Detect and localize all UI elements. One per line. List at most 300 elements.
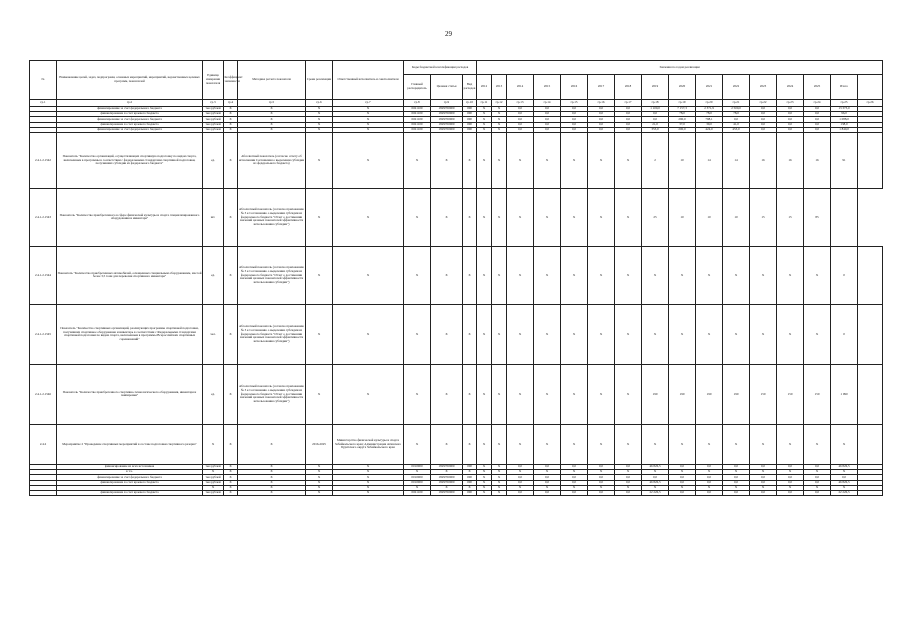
row-no: 2.4.1.2.1542 [30,132,57,188]
row-method: X [238,480,306,485]
column-number: гр.4 [224,100,238,107]
row-kbk-gr: X [404,424,431,464]
column-number: гр.5 [238,100,306,107]
row-value: X [507,424,534,464]
row-method: Абсолютный показатель (согласно приложению № 3 к Соглашению о выделении субсидии из федерального бюджета "Отчет о достижении значений целевых показателей эффективности использования субсидии") [238,364,306,424]
row-value: 0,0 [804,112,831,117]
row-executor: X [333,117,404,122]
row-kbk-gr: 0010000 [404,475,431,480]
row-value: 0,0 [561,127,588,132]
row-value: 0,0 [615,490,642,495]
row-value: 0,0 [777,122,804,127]
row-value: X [492,132,507,188]
row-value: X [669,304,696,364]
row-value: X [477,188,492,246]
row-value: 200,0 [669,127,696,132]
row-value: X [477,127,492,132]
row-kbk-vr: X [463,246,477,304]
indicator-row [30,246,883,304]
header-kbk-group: Коды бюджетной классификации расходов [404,61,477,75]
row-value: X [561,304,588,364]
row-value: X [534,246,561,304]
column-number: гр.12 [492,100,507,107]
row-name: Показатель "Количество приобретенных автомобилей, оснащенных специальным оборудованием, массой более 3,5 тонн для перевозки спортивного инвентаря" [57,246,203,304]
row-value-filler [858,490,883,495]
row-value: 0,0 [534,464,561,469]
row-kbk-cs: X [431,304,463,364]
row-value-filler [858,246,883,304]
row-kbk-vr: X [463,424,477,464]
row-method: X [238,470,306,475]
row-value: 0,0 [534,475,561,480]
row-unit: ед. [203,364,224,424]
row-value: 0,0 [534,117,561,122]
row-executor: X [333,304,404,364]
row-value: X [615,246,642,304]
row-value: 46 826,5 [831,464,858,469]
row-executor: X [333,490,404,495]
indicator-row [30,188,883,246]
row-value: 150 [804,364,831,424]
row-value: X [477,112,492,117]
row-value: 0,0 [534,122,561,127]
row-name: Показатель "Количество организаций, осуществляющих спортивную подготовку по видам спорта, включенным в программы в соответствии с федеральными стандартами спортивной подготовки, получивших субсидии из федерального бюджета" [57,132,203,188]
row-value: X [723,485,750,490]
row-kbk-cs: 1829700000 [431,475,463,480]
row-value: 0,0 [804,117,831,122]
row-kbk-gr: 0021100 [404,112,431,117]
row-value: X [804,304,831,364]
row-kbk-cs: 1829700000 [431,122,463,127]
row-value: X [477,364,492,424]
row-kbk-gr: 0021100 [404,117,431,122]
row-method: X [238,112,306,117]
row-label: финансирование из всех источников [57,464,203,469]
row-value: 0,0 [507,464,534,469]
row-value: X [615,470,642,475]
row-unit: шт. [203,188,224,246]
row-method: X [238,490,306,495]
row-value: 0,0 [777,107,804,112]
row-value: X [477,470,492,475]
row-value: 0,0 [642,475,669,480]
row-period: X [306,464,333,469]
row-value: X [723,424,750,464]
row-value: X [477,122,492,127]
column-number: гр.9 [431,100,463,107]
row-value: 0 [831,304,858,364]
row-value: 0,0 [750,464,777,469]
row-value: 798,1 [696,117,723,122]
header-kbk-cs: Целевая статья [431,75,463,100]
row-value: X [615,485,642,490]
row-label: финансирование за счет федерального бюджета [57,107,203,112]
column-number: гр.24 [804,100,831,107]
row-period: X [306,475,333,480]
row-value: 10 [723,188,750,246]
indicator-row [30,364,883,424]
row-value: 0,0 [750,490,777,495]
row-executor: X [333,485,404,490]
row-value: 85 [804,188,831,246]
column-number: гр.14 [534,100,561,107]
row-value: X [831,424,858,464]
row-kbk-vr: 000 [463,107,477,112]
row-value: 0,0 [588,490,615,495]
column-number: гр.11 [477,100,492,107]
row-value: X [723,470,750,475]
row-coef: X [224,112,238,117]
page-number: 29 [445,30,452,38]
row-coef: X [224,485,238,490]
row-executor: X [333,464,404,469]
row-value: 0,0 [831,475,858,480]
row-value: X [615,364,642,424]
row-value: 21,0 [642,122,669,127]
header-year: 2017 [588,75,615,100]
row-value: 0,0 [615,107,642,112]
row-value: 353,0 [642,127,669,132]
row-value: 0,0 [750,480,777,485]
row-value: 0,0 [750,475,777,480]
row-value: X [669,485,696,490]
header-year: Итого [831,75,858,100]
column-number: гр.6 [306,100,333,107]
row-value: X [615,304,642,364]
header-year: 2014 [507,75,534,100]
row-kbk-gr: X [404,485,431,490]
row-value: X [642,424,669,464]
row-value: 0,0 [588,112,615,117]
row-unit: тыс.рублей [203,490,224,495]
header-period: Сроки реализации [306,61,333,100]
row-value: X [588,304,615,364]
row-value: X [561,246,588,304]
row-coef: X [224,122,238,127]
column-number: гр.21 [723,100,750,107]
row-kbk-cs: X [431,470,463,475]
row-value: 46 826,5 [642,464,669,469]
row-value: 0,0 [588,107,615,112]
row-value: X [492,470,507,475]
column-number: гр.25 [831,100,858,107]
row-value: 14 [696,132,723,188]
row-method: X [238,485,306,490]
column-number: гр.10 [463,100,477,107]
row-value: 2 371,9 [696,107,723,112]
row-value: 190 [723,364,750,424]
row-value: 0,0 [696,480,723,485]
row-value: 22 226,5 [831,490,858,495]
row-value: 0,0 [507,122,534,127]
row-value: 25 [642,188,669,246]
row-unit: ед. [203,246,224,304]
row-value: X [492,485,507,490]
row-unit: X [203,470,224,475]
row-value: X [750,304,777,364]
row-value: X [642,246,669,304]
row-value: X [507,132,534,188]
row-value: 0,0 [723,464,750,469]
row-value: 0,0 [750,117,777,122]
indicator-row [30,132,883,188]
row-method: Абсолютный показатель (согласно приложению № 3 к Соглашению о выделении субсидии из федерального бюджета "Отчет о достижении значений целевых показателей эффективности использования субсидии") [238,188,306,246]
row-value: 0,0 [696,475,723,480]
row-method: X [238,107,306,112]
row-value: X [492,364,507,424]
row-coef: X [224,475,238,480]
row-value: X [588,132,615,188]
row-executor: X [333,188,404,246]
row-kbk-vr: X [463,188,477,246]
row-value: 0,0 [561,464,588,469]
row-executor: Министерство физической культуры и спорта Забайкальского края; Администрация Агинского Бурятского округа Забайкальского края [333,424,404,464]
row-kbk-gr: X [404,188,431,246]
row-value: 1 088,0 [831,117,858,122]
row-value: 0,0 [534,112,561,117]
row-value: 0,0 [507,475,534,480]
row-value: X [696,485,723,490]
header-year: 2013 [492,75,507,100]
row-value: 0,0 [804,122,831,127]
row-value: 78,0 [723,112,750,117]
row-value: 16 [777,132,804,188]
row-value: 0,0 [561,112,588,117]
row-method: X [238,117,306,122]
row-value: X [477,107,492,112]
row-value: 0,0 [804,464,831,469]
row-coef: X [224,132,238,188]
row-kbk-gr: 0010000 [404,464,431,469]
header-year: 2022 [723,75,750,100]
row-value: X [750,424,777,464]
row-value: 453,0 [723,127,750,132]
row-method: X [238,127,306,132]
row-coef: X [224,464,238,469]
row-value: X [492,122,507,127]
row-value: 78,0 [669,112,696,117]
row-no: 2.4.1.2.1546 [30,364,57,424]
row-kbk-vr: 000 [463,112,477,117]
row-executor: X [333,122,404,127]
row-value: 7 157,3 [669,107,696,112]
row-value: 0,0 [804,127,831,132]
row-value: 0,0 [534,107,561,112]
row-value: X [507,304,534,364]
row-label: финансирование за счет краевого бюджета [57,122,203,127]
row-value: X [477,132,492,188]
row-value: 0,0 [750,127,777,132]
row-method: X [238,424,306,464]
row-value: X [507,485,534,490]
row-label: финансирование за счет федерального бюджета [57,127,203,132]
row-kbk-cs: 1829700000 [431,127,463,132]
row-kbk-gr: 0021100 [404,122,431,127]
row-kbk-gr: X [404,132,431,188]
row-value: X [696,246,723,304]
row-period: X [306,132,333,188]
row-value: 0,0 [750,112,777,117]
row-value: X [723,304,750,364]
row-kbk-vr: 000 [463,464,477,469]
row-label: финансирование за счет краевого бюджета [57,480,203,485]
header-coef: Коэффициент значимости [224,61,238,100]
row-value: X [477,490,492,495]
row-value: 16 [804,132,831,188]
row-value: X [534,364,561,424]
row-coef: X [224,117,238,122]
row-value: X [477,117,492,122]
row-value: X [561,424,588,464]
row-value: 0,0 [723,490,750,495]
row-value: X [507,364,534,424]
row-period: X [306,470,333,475]
row-value: X [561,364,588,424]
row-value: X [615,132,642,188]
row-value: X [615,424,642,464]
column-number: гр.7 [333,100,404,107]
row-value: 0,0 [777,475,804,480]
row-unit: тыс.рублей [203,117,224,122]
row-period: X [306,485,333,490]
row-value: 91 [831,132,858,188]
column-number: гр.23 [777,100,804,107]
row-value: 0,0 [615,464,642,469]
row-value: X [804,246,831,304]
row-coef: X [224,127,238,132]
row-executor: X [333,364,404,424]
row-value: 0,0 [804,107,831,112]
row-kbk-gr: X [404,364,431,424]
row-value: 39,0 [696,122,723,127]
row-value: 0,0 [507,480,534,485]
row-method: Абсолютный показатель (согласно приложению № 3 к Соглашению о выделении субсидии из федерального бюджета "Отчет о достижении значений целевых показателей эффективности использования субсидии") [238,246,306,304]
row-value: X [777,304,804,364]
row-kbk-vr: X [463,132,477,188]
row-value-filler [858,424,883,464]
row-value: 190 [642,364,669,424]
row-value: 0,0 [777,490,804,495]
row-kbk-cs: 1829700000 [431,480,463,485]
row-value: 0 [831,246,858,304]
row-value: X [588,424,615,464]
row-executor: X [333,246,404,304]
row-value-filler [858,364,883,424]
column-number: гр.17 [615,100,642,107]
row-period: X [306,117,333,122]
row-kbk-vr: X [463,364,477,424]
row-value: X [492,480,507,485]
row-value: X [669,470,696,475]
row-kbk-vr: 000 [463,480,477,485]
row-kbk-vr: X [463,470,477,475]
row-value: 0,0 [615,117,642,122]
column-number: гр.1 [30,100,57,107]
row-value: 0,0 [507,490,534,495]
row-value: X [561,470,588,475]
row-unit: тыс.рублей [203,475,224,480]
row-unit: X [203,485,224,490]
row-value: 190 [696,364,723,424]
row-value: X [588,470,615,475]
row-value: 0,0 [561,480,588,485]
row-value: 2 500,0 [723,107,750,112]
row-value: X [777,485,804,490]
row-value: 41,0 [723,122,750,127]
row-value: 0,0 [723,480,750,485]
row-value: X [492,464,507,469]
row-value: 0,0 [615,112,642,117]
row-kbk-vr: X [463,485,477,490]
row-value: 0,0 [507,127,534,132]
row-value: 0,0 [642,112,669,117]
row-period: X [306,480,333,485]
row-executor: X [333,112,404,117]
row-unit: тыс.рублей [203,480,224,485]
row-value: 1 090 [831,364,858,424]
row-kbk-gr: X [404,470,431,475]
header-year-filler [858,75,883,100]
row-value: X [534,132,561,188]
row-value: X [642,304,669,364]
row-period: X [306,122,333,127]
row-value: 0,0 [615,122,642,127]
row-value-filler [831,188,858,246]
row-value: 0,0 [507,112,534,117]
row-value: X [492,112,507,117]
row-value: 0,0 [588,117,615,122]
row-name: Показатель "Количество приобретенного в сфере физической культуры и спорта специализированного оборудования и инвентаря" [57,188,203,246]
row-kbk-vr: 000 [463,490,477,495]
row-no: 2.4.1.2.1544 [30,246,57,304]
row-value: 0,0 [777,117,804,122]
row-period: X [306,112,333,117]
row-no: 2.4.1.2.1543 [30,188,57,246]
row-name: Показатель "Количество спортивных организаций, реализующих программы спортивной подготовки, получивших спортивное оборудование и инвентарь в соответствии с Федеральными стандартами спортивной подготовки по видам спорта, включенным в программы Всероссийских спортивных соревнований" [57,304,203,364]
row-value: 0,0 [588,127,615,132]
row-value: X [561,132,588,188]
header-year: 2019 [642,75,669,100]
header-method: Методика расчета показателя [238,61,306,100]
row-kbk-gr: 0021100 [404,490,431,495]
row-method: Абсолютный показатель (согласно приложению № 3 к Соглашению о выделении субсидии из федерального бюджета "Отчет о достижении значений целевых показателей эффективности использования субсидии") [238,304,306,364]
row-label: финансирование за счет краевого бюджета [57,490,203,495]
row-kbk-cs: X [431,424,463,464]
row-value: X [642,485,669,490]
column-number: гр.3 [203,100,224,107]
row-value: 0,0 [507,107,534,112]
row-value: 0,0 [615,127,642,132]
row-value: 0,0 [588,480,615,485]
row-value: 96,0 [831,112,858,117]
row-executor: X [333,107,404,112]
row-unit: тыс.рублей [203,464,224,469]
row-value-filler [858,132,883,188]
row-period: X [306,107,333,112]
header-year: 2012 [477,75,492,100]
row-executor: X [333,480,404,485]
row-no [30,490,57,495]
row-value: 46 826,5 [642,480,669,485]
row-value: 14 [723,132,750,188]
row-name: Показатель "Количество приобретенного спортивно-технологического оборудования, инвентаря и экипировки" [57,364,203,424]
row-kbk-cs: X [431,485,463,490]
row-value: 0,0 [804,490,831,495]
row-method: X [238,464,306,469]
row-unit: тыс.рублей [203,107,224,112]
header-year: 2020 [669,75,696,100]
header-year: 2015 [534,75,561,100]
